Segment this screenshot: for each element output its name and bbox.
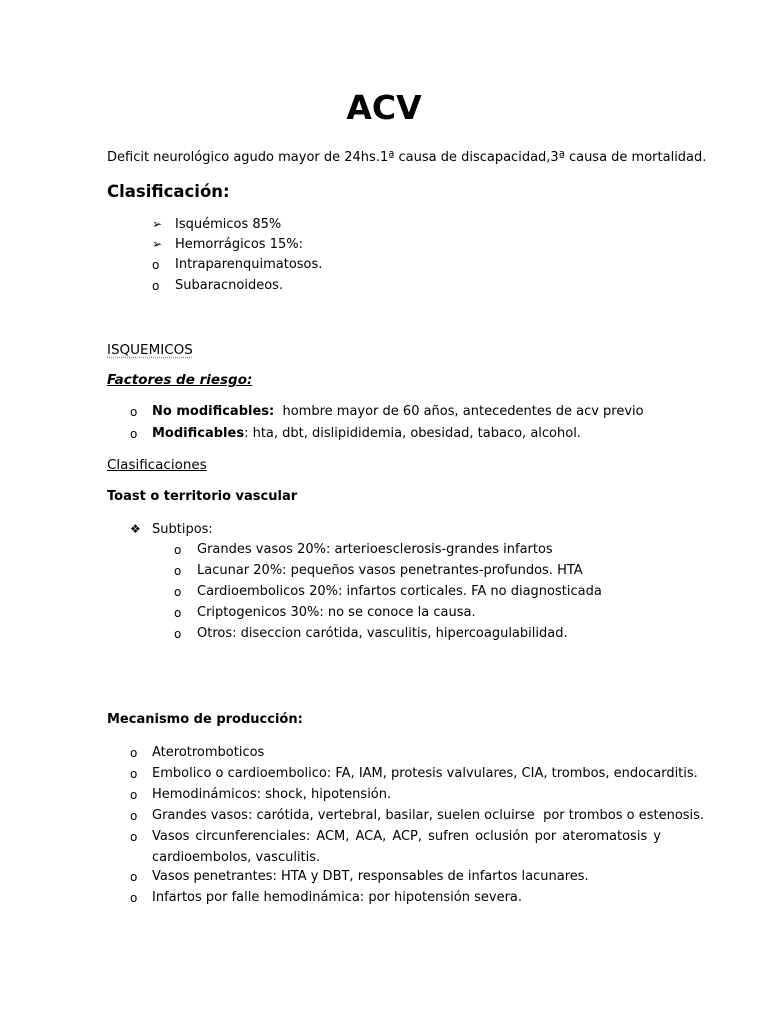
clasificacion-heading: Clasificación:: [107, 182, 230, 201]
list-item: Intraparenquimatosos.: [175, 257, 323, 272]
list-item: Criptogenicos 30%: no se conoce la causa.: [197, 605, 476, 620]
factor-label: No modificables:: [152, 404, 275, 419]
list-item: [152, 426, 581, 442]
list-item: Embolico o cardioembolico: FA, IAM, protesis valvulares, CIA, trombos, endocarditis.: [152, 766, 698, 781]
list-item: Grandes vasos 20%: arterioesclerosis-grandes infartos: [197, 542, 553, 557]
circle-bullet-icon: o: [130, 405, 138, 419]
list-item: Otros: diseccion carótida, vasculitis, hipercoagulabilidad.: [197, 626, 568, 641]
circle-bullet-icon: o: [174, 606, 182, 620]
circle-bullet-icon: o: [130, 746, 138, 760]
circle-bullet-icon: o: [130, 767, 138, 781]
list-item: Lacunar 20%: pequeños vasos penetrantes-profundos. HTA: [197, 563, 583, 578]
document-title: ACV: [346, 88, 422, 127]
arrow-bullet-icon: ➢: [152, 237, 163, 251]
factor-text: : hta, dbt, dislipididemia, obesidad, tabaco, alcohol.: [244, 426, 581, 441]
circle-bullet-icon: o: [152, 258, 160, 272]
toast-heading: Toast o territorio vascular: [107, 489, 298, 504]
factor-label: Modificables: [152, 426, 245, 441]
factor-text: hombre mayor de 60 años, antecedentes de acv previo: [274, 404, 644, 419]
list-item: [152, 404, 644, 420]
list-item: Hemorrágicos 15%:: [175, 237, 303, 252]
arrow-bullet-icon: ➢: [152, 217, 163, 231]
circle-bullet-icon: o: [130, 788, 138, 802]
circle-bullet-icon: o: [174, 627, 182, 641]
circle-bullet-icon: o: [130, 870, 138, 884]
circle-bullet-icon: o: [130, 809, 138, 823]
circle-bullet-icon: o: [130, 830, 138, 844]
list-item: Grandes vasos: carótida, vertebral, basilar, suelen ocluirse por trombos o estenosis.: [152, 808, 705, 823]
list-item: Isquémicos 85%: [175, 217, 282, 232]
list-item: Cardioembolicos 20%: infartos corticales. FA no diagnosticada: [197, 584, 602, 599]
circle-bullet-icon: o: [174, 585, 182, 599]
intro-paragraph: Deficit neurológico agudo mayor de 24hs.1ª causa de discapacidad,3ª causa de mortalidad.: [107, 150, 707, 165]
list-item: Infartos por falle hemodinámica: por hipotensión severa.: [152, 890, 523, 905]
circle-bullet-icon: o: [130, 891, 138, 905]
list-item: Hemodinámicos: shock, hipotensión.: [152, 787, 392, 802]
list-item-continuation: cardioembolos, vasculitis.: [152, 850, 321, 865]
list-item: Aterotromboticos: [152, 745, 265, 760]
circle-bullet-icon: o: [152, 279, 160, 293]
subtipos-label: Subtipos:: [152, 522, 213, 537]
list-item: Vasos penetrantes: HTA y DBT, responsables de infartos lacunares.: [152, 869, 589, 884]
clasificaciones-heading: Clasificaciones: [107, 457, 207, 473]
diamond-bullet-icon: ❖: [130, 522, 141, 536]
circle-bullet-icon: o: [130, 427, 138, 441]
list-item: Vasos circunferenciales: ACM, ACA, ACP, sufren oclusión por ateromatosis y: [152, 829, 661, 844]
circle-bullet-icon: o: [174, 543, 182, 557]
factores-heading: Factores de riesgo:: [107, 372, 253, 388]
circle-bullet-icon: o: [174, 564, 182, 578]
mecanismo-heading: Mecanismo de producción:: [107, 712, 303, 727]
list-item: Subaracnoideos.: [175, 278, 284, 293]
isquemicos-heading: ISQUEMICOS: [107, 342, 193, 358]
